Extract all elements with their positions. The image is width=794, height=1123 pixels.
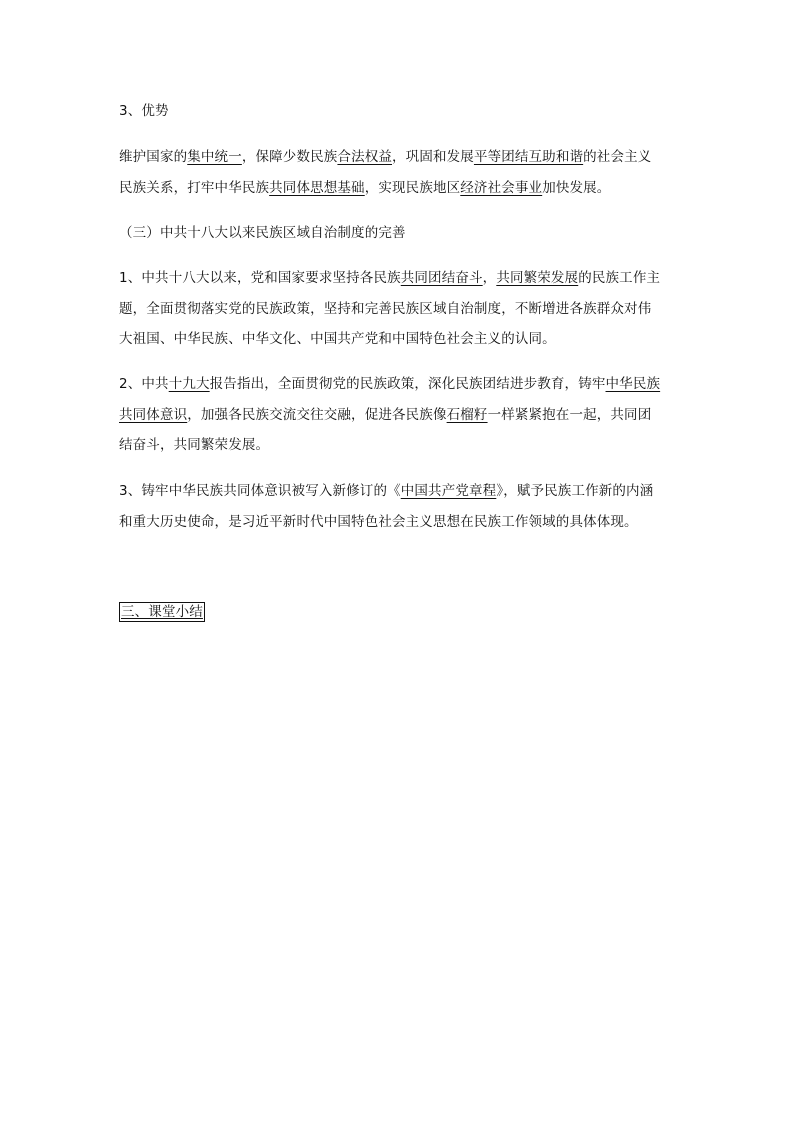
paragraph-line: 大祖国、中华民族、中华文化、中国共产党和中国特色社会主义的认同。 bbox=[119, 331, 556, 347]
heading-advantage: 3、优势 bbox=[119, 103, 169, 119]
paragraph-line: 题，全面贯彻落实党的民族政策，坚持和完善民族区域自治制度，不断增进各族群众对伟 bbox=[119, 300, 652, 317]
paragraph-line: 2、中共十九大报告指出，全面贯彻党的民族政策，深化民族团结进步教育，铸牢中华民族 bbox=[119, 376, 661, 392]
list-item-2 bbox=[119, 369, 679, 461]
paragraph-line: 和重大历史使命，是习近平新时代中国特色社会主义思想在民族工作领域的具体体现。 bbox=[119, 513, 638, 530]
heading-section-3: （三）中共十八大以来民族区域自治制度的完善 bbox=[119, 225, 406, 241]
paragraph-line: 维护国家的集中统一，保障少数民族合法权益，巩固和发展平等团结互助和谐的社会主义 bbox=[119, 149, 652, 165]
paragraph-line: 民族关系，打牢中华民族共同体思想基础，实现民族地区经济社会事业加快发展。 bbox=[119, 179, 611, 196]
paragraph-line: 1、中共十八大以来，党和国家要求坚持各民族共同团结奋斗，共同繁荣发展的民族工作主 bbox=[119, 270, 661, 286]
list-item-1 bbox=[119, 263, 679, 355]
paragraph-line: 3、铸牢中华民族共同体意识被写入新修订的《中国共产党章程》，赋予民族工作新的内涵 bbox=[119, 483, 654, 499]
list-item-3 bbox=[119, 476, 679, 537]
paragraph-line: 结奋斗，共同繁荣发展。 bbox=[119, 437, 270, 453]
heading-class-summary: 三、课堂小结 bbox=[121, 604, 203, 620]
paragraph-line: 共同体意识，加强各民族交流交往交融，促进各民族像石榴籽一样紧紧抱在一起，共同团 bbox=[119, 406, 652, 423]
paragraph-advantage bbox=[119, 142, 679, 203]
